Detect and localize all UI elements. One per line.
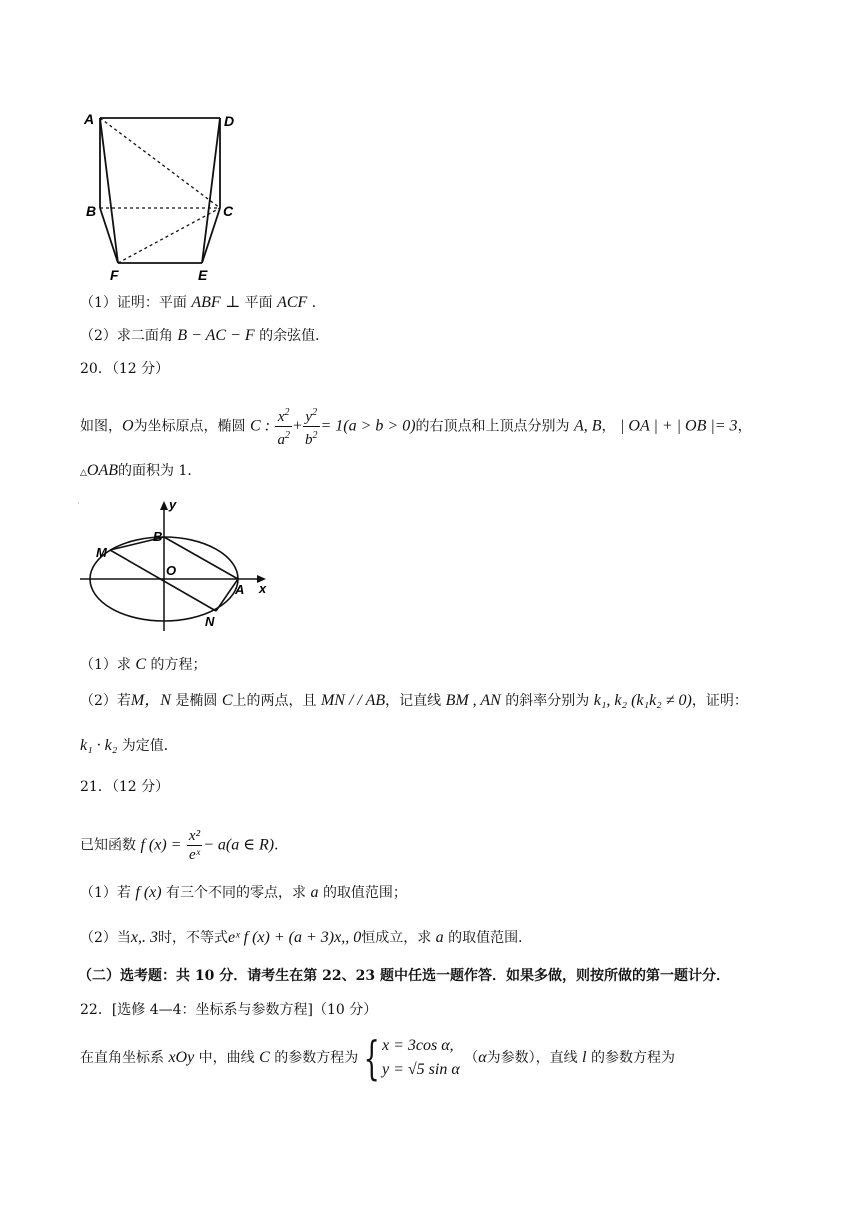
axis-y-label: y <box>169 497 177 512</box>
text: 平面 <box>244 295 273 311</box>
fraction-denominator: eˣ <box>189 847 200 863</box>
q20-intro: 如图，O为坐标原点，椭圆 C : $\frac{x^2}{a^2}$ + $\frac{y^2}{b^2}$ = 1(a > b > 0)的右顶点和上顶点分别为 A, B， | OA | + | OB |= 3， <box>80 404 752 449</box>
text: ，记直线 <box>385 693 442 709</box>
text: ， <box>601 418 616 435</box>
q21-definition <box>80 827 288 864</box>
slope-product: k₁ · k₂ <box>80 737 118 754</box>
q20-area <box>80 461 201 483</box>
text: 中，曲线 <box>198 1050 255 1066</box>
function-tail: − a(a ∈ R) <box>203 836 275 854</box>
origin-o-label: O <box>166 563 177 578</box>
text: （1）若 <box>80 885 131 901</box>
triangle-symbol: △ <box>80 468 87 478</box>
q21-header: 21．（12 分） <box>80 779 170 795</box>
origin-o: O <box>122 417 134 435</box>
q20-part2-cont <box>80 736 178 756</box>
vertex-a-label: A <box>84 111 95 127</box>
text: （1）证明：平面 <box>80 295 187 311</box>
text: 的方程； <box>150 657 207 673</box>
ellipse-c: C : <box>250 417 271 435</box>
coordinate-system: xOy <box>168 1049 195 1066</box>
perp-symbol: ⊥ <box>225 294 241 311</box>
text: 的余弦值． <box>259 328 330 344</box>
vertex-b-label: B <box>86 203 97 219</box>
system-brace: { <box>363 1031 380 1085</box>
text: （1）求 <box>80 657 131 673</box>
param-a: a <box>435 929 444 946</box>
triangle-oab: OAB <box>86 462 119 479</box>
text: 已知函数 <box>80 837 136 854</box>
dihedral-angle: B − AC − F <box>177 327 255 344</box>
q20-part1 <box>80 655 207 675</box>
text: （ <box>464 1050 479 1066</box>
points-mn: M，N <box>130 692 171 709</box>
text: 在直角坐标系 <box>80 1050 164 1066</box>
param-a: a <box>310 884 319 901</box>
parametric-system <box>382 1034 460 1082</box>
text: 的斜率分别为 <box>505 693 590 709</box>
lines-bm-an: BM , AN <box>445 692 501 709</box>
text: 时，不等式 <box>158 930 229 946</box>
ellipse-figure <box>78 495 278 635</box>
curve-c: C <box>259 1049 270 1066</box>
q22-header: 22．[选修 4—4：坐标系与参数方程]（10 分） <box>80 1002 378 1018</box>
param-alpha: α <box>478 1049 487 1066</box>
vertex-f-label: F <box>110 267 119 283</box>
vertex-d-label: D <box>224 113 235 129</box>
text: 的面积为 1． <box>118 463 202 479</box>
equation-y: y = √5 sin α <box>381 1061 460 1078</box>
frac-x2-a2: $\frac{x^2}{a^2}$ <box>275 404 292 449</box>
q20-part2 <box>80 691 748 711</box>
plane-abf: ABF <box>191 294 221 311</box>
text: 为参数），直线 <box>486 1050 578 1066</box>
text: 的参数方程为 <box>590 1050 675 1066</box>
point-n-label: N <box>205 614 215 629</box>
frac-x2-ex <box>187 827 202 864</box>
text: ． <box>274 837 289 854</box>
text: 为坐标原点，椭圆 <box>133 418 246 435</box>
inequality: eˣ f (x) + (a + 3)x,, 0 <box>228 929 362 946</box>
text: 的右顶点和上顶点分别为 <box>415 418 570 435</box>
q22-statement <box>80 1031 675 1085</box>
text: 的取值范围． <box>448 930 533 946</box>
points-ab: A, B <box>574 417 602 435</box>
axis-x-label: x <box>259 581 267 596</box>
vertex-c-label: C <box>223 203 234 219</box>
text: 的参数方程为 <box>274 1050 359 1066</box>
abs-sum-condition: | OA | + | OB |= 3 <box>620 417 738 435</box>
text: 恒成立，求 <box>361 930 432 946</box>
point-m-label: M <box>96 545 107 560</box>
q19-part1 <box>80 293 326 313</box>
equation-x: x = 3cos α, <box>381 1037 454 1054</box>
line-l: l <box>582 1049 587 1066</box>
function-f: f (x) = <box>140 836 182 854</box>
point-b-label: B <box>153 529 163 544</box>
text: 是椭圆 <box>175 693 218 709</box>
text: 的取值范围； <box>322 885 407 901</box>
elective-section-heading: （二）选考题：共 10 分．请考生在第 22、23 题中任选一题作答．如果多做，则按所做的第一题计分． <box>78 968 730 984</box>
vertex-e-label: E <box>198 267 208 283</box>
plane-acf: ACF <box>277 294 308 311</box>
ellipse-equation-tail: = 1(a > b > 0) <box>320 417 416 435</box>
function-f: f (x) <box>135 884 162 901</box>
fraction-numerator: x² <box>188 828 201 844</box>
parallel-condition: MN / / AB <box>320 692 386 709</box>
text: （2）求二面角 <box>80 328 173 344</box>
text: 有三个不同的零点，求 <box>166 885 307 901</box>
ellipse-c: C <box>135 656 147 673</box>
q19-part2 <box>80 326 329 346</box>
ellipse-c: C <box>221 692 233 709</box>
text: 为定值． <box>121 738 178 754</box>
q21-part2 <box>80 928 532 948</box>
text: （2）当 <box>80 930 131 946</box>
q20-header: 20．（12 分） <box>80 361 170 377</box>
frac-y2-b2: $\frac{y^2}{b^2}$ <box>303 404 320 449</box>
text: （2）若 <box>80 693 131 709</box>
text: 上的两点，且 <box>232 693 317 709</box>
text: ． <box>311 295 326 311</box>
point-a-label: A <box>235 582 245 597</box>
polyhedron-figure <box>80 108 250 288</box>
text: ，证明： <box>691 693 748 709</box>
text: 如图， <box>80 418 122 435</box>
slopes-k1-k2: k₁, k₂ (k₁k₂ ≠ 0) <box>593 692 692 709</box>
text: ， <box>737 418 752 435</box>
q21-part1 <box>80 883 407 903</box>
condition-x: x,. 3 <box>130 929 159 946</box>
